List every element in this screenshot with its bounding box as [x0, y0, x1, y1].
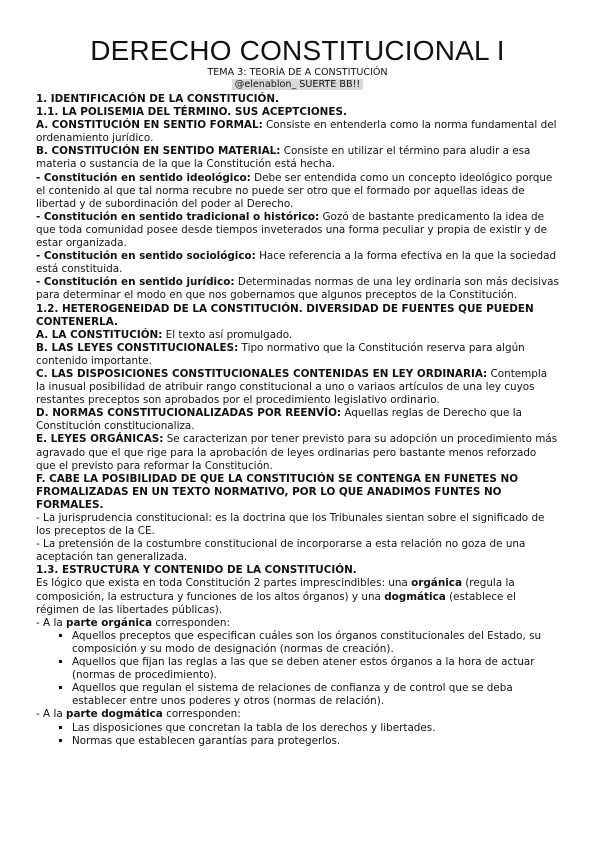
paragraph: A. LA CONSTITUCIÓN: El texto así promulgado. [36, 328, 293, 341]
section-heading: 1. IDENTIFICACIÓN DE LA CONSTITUCIÓN. [36, 93, 280, 105]
paragraph: - A la parte orgánica corresponden: [36, 616, 231, 629]
paragraph: A. CONSTITUCIÓN EN SENTIO FORMAL: Consiste en entenderla como la norma fundamental del ordenamiento jurídico. [36, 119, 557, 145]
subsection-heading: 1.3. ESTRUCTURA Y CONTENIDO DE LA CONSTITUCIÓN. [36, 564, 357, 577]
paragraph: C. LAS DISPOSICIONES CONSTITUCIONALES CONTENIDAS EN LEY ORDINARIA: Contempla la inusual posibilidad de atribuir rango constitucional a uno o variaos artículos de una ley cuyos restantes preceptos son aprobados por el procedimiento legislativo ordinario. [36, 367, 548, 407]
subsection-heading: 1.1. LA POLISEMIA DEL TÉRMINO. SUS ACEPTCIONES. [36, 106, 347, 119]
bullet-list [36, 630, 559, 709]
document-body [36, 93, 559, 748]
paragraph: - Constitución en sentido tradicional o histórico: Gozó de bastante predicamento la idea de que toda comunidad posee desde tiempos inveterados una forma peculiar y propia de existir y de estar organizada. [36, 210, 548, 250]
subsection-heading: 1.2. HETEROGENEIDAD DE LA CONSTITUCIÓN. DIVERSIDAD DE FUENTES QUE PUEDEN CONTENERLA. [36, 302, 534, 328]
paragraph: - Constitución en sentido sociológico: Hace referencia a la forma efectiva en la que la sociedad está constituida. [36, 250, 557, 276]
author-credit: @elenablon_ SUERTE BB!! [232, 79, 364, 90]
document-title: DERECHO CONSTITUCIONAL I [90, 35, 505, 66]
paragraph: - Constitución en sentido ideológico: Debe ser entendida como un concepto ideológico porque el contenido al que tal norma recubre no puede ser otro que el formado por aquellas ideas de libertad y de subordinación del poder al Derecho. [36, 171, 553, 210]
paragraph: B. LAS LEYES CONSTITUCIONALES: Tipo normativo que la Constitución reserva para algún contenido importante. [36, 341, 525, 367]
list-item: ▪ Normas que establecen garantías para protegerlos. [72, 735, 559, 748]
paragraph: - La pretensión de la costumbre constitucional de incorporarse a esta relación no goza de una aceptación tan generalizada. [36, 538, 526, 564]
list-item: ▪ Las disposiciones que concretan la tabla de los derechos y libertades. [72, 722, 559, 735]
list-item: ▪ Aquellos que fijan las reglas a las que se deben atener estos órganos a la hora de actuar (normas de procedimiento). [72, 656, 559, 682]
paragraph: - A la parte dogmática corresponden: [36, 708, 241, 721]
list-item: ▪ Aquellos preceptos que especifican cuáles son los órganos constitucionales del Estado, su composición y su modo de designación (normas de creación). [72, 630, 559, 656]
document-subtitle: TEMA 3: TEORÍA DE A CONSTITUCIÓN [207, 67, 388, 78]
paragraph: E. LEYES ORGÁNICAS: Se caracterizan por tener previsto para su adopción un procedimiento más agravado que el que rige para la aprobación de leyes ordinarias pero bastante menos reforzado que el previsto para reformar la Constitución. [36, 433, 558, 472]
paragraph: Es lógico que exista en toda Constitución 2 partes imprescindibles: una orgánica (regula la composición, la estructura y funciones de los altos órganos) y una dogmática (establece el régimen de las libertades públicas). [36, 577, 516, 616]
paragraph: B. CONSTITUCIÓN EN SENTIDO MATERIAL: Consiste en utilizar el término para aludir a esa materia o sustancia de la que la Constitución está hecha. [36, 145, 531, 171]
paragraph-heading: F. CABE LA POSIBILIDAD DE QUE LA CONSTITUCIÓN SE CONTENGA EN FUNETES NO FROMALIZADAS EN UN TEXTO NORMATIVO, POR LO QUE ANADIMOS FUNTES NO FORMALES. [36, 472, 519, 511]
paragraph: - La jurisprudencia constitucional: es la doctrina que los Tribunales sientan sobre el significado de los preceptos de la CE. [36, 512, 545, 538]
paragraph: D. NORMAS CONSTITUCIONALIZADAS POR REENVÍO: Aquellas reglas de Derecho que la Constitución constitucionaliza. [36, 407, 522, 433]
list-item: ▪ Aquellos que regulan el sistema de relaciones de confianza y de control que se deba establecer entre unos poderes y otros (normas de relación). [72, 682, 559, 708]
bullet-list [36, 722, 559, 748]
paragraph: - Constitución en sentido jurídico: Determinadas normas de una ley ordinaria son más decisivas para determinar el modo en que nos gobernamos que algunos preceptos de la Constitución. [36, 276, 559, 302]
